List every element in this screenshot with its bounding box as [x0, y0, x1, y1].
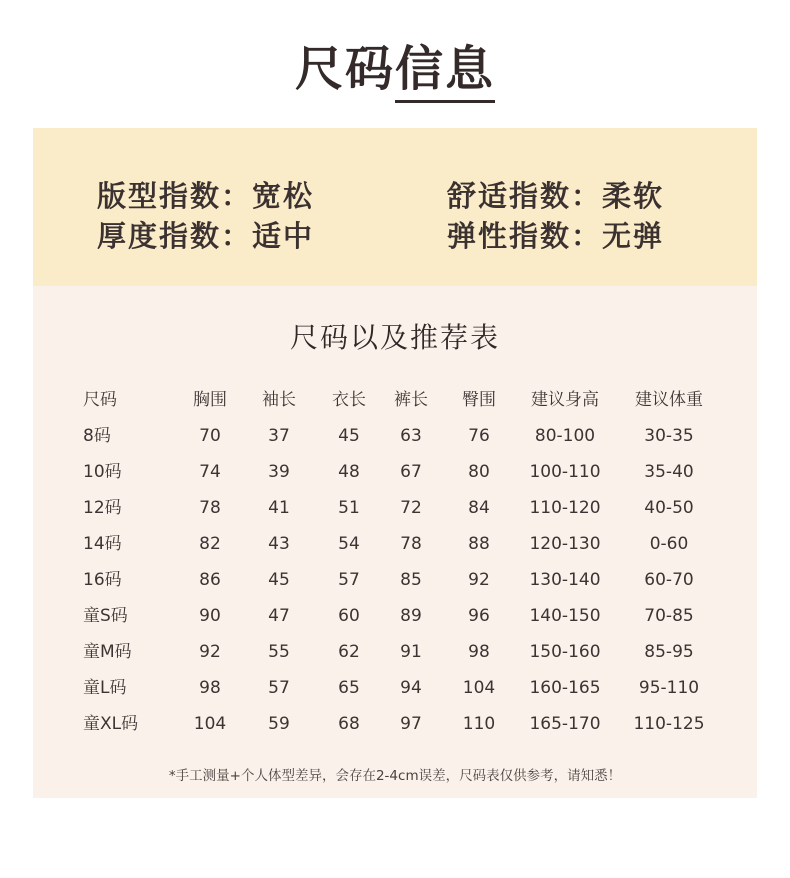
table-cell: 150-160	[529, 642, 601, 662]
table-cell: 59	[268, 714, 290, 734]
size-table-panel	[33, 286, 757, 798]
table-cell: 80-100	[534, 426, 596, 446]
header-cell: 尺码	[83, 390, 117, 410]
header-cell: 臀围	[462, 390, 496, 410]
table-cell: 68	[338, 714, 360, 734]
table-cell: 10码	[83, 462, 122, 482]
table-row	[33, 634, 757, 670]
table-row	[33, 418, 757, 454]
table-cell: 45	[268, 570, 290, 590]
table-cell: 39	[268, 462, 290, 482]
table-cell: 57	[338, 570, 360, 590]
table-cell: 95-110	[638, 678, 700, 698]
table-cell: 35-40	[644, 462, 694, 482]
table-cell: 55	[268, 642, 290, 662]
table-cell: 110	[462, 714, 496, 734]
header-cell: 裤长	[394, 390, 428, 410]
table-cell: 67	[400, 462, 422, 482]
table-cell: 84	[468, 498, 490, 518]
table-cell: 85	[400, 570, 422, 590]
table-cell: 30-35	[644, 426, 694, 446]
table-cell: 16码	[83, 570, 122, 590]
header-cell: 胸围	[193, 390, 227, 410]
table-cell: 90	[199, 606, 221, 626]
table-cell: 65	[338, 678, 360, 698]
table-cell: 104	[462, 678, 496, 698]
table-row	[33, 526, 757, 562]
table-cell: 60-70	[644, 570, 694, 590]
table-cell: 94	[400, 678, 422, 698]
page-title	[0, 40, 790, 103]
table-cell: 57	[268, 678, 290, 698]
table-cell: 40-50	[644, 498, 694, 518]
table-cell: 0-60	[649, 534, 689, 554]
header-cell: 建议身高	[531, 390, 599, 410]
table-cell: 110-125	[633, 714, 705, 734]
table-cell: 60	[338, 606, 360, 626]
table-cell: 88	[468, 534, 490, 554]
table-cell: 76	[468, 426, 490, 446]
table-row	[33, 454, 757, 490]
table-cell: 92	[199, 642, 221, 662]
table-cell: 82	[199, 534, 221, 554]
size-table-title: 尺码以及推荐表	[289, 321, 500, 354]
header-cell: 袖长	[262, 390, 296, 410]
table-cell: 98	[199, 678, 221, 698]
table-row	[33, 670, 757, 706]
table-cell: 62	[338, 642, 360, 662]
table-cell: 104	[193, 714, 227, 734]
table-cell: 14码	[83, 534, 122, 554]
table-row	[33, 598, 757, 634]
header-cell: 建议体重	[635, 390, 703, 410]
table-cell: 160-165	[529, 678, 601, 698]
table-cell: 78	[400, 534, 422, 554]
table-cell: 12码	[83, 498, 122, 518]
table-cell: 120-130	[529, 534, 601, 554]
fit-index-panel	[33, 128, 757, 286]
table-cell: 80	[468, 462, 490, 482]
table-cell: 70	[199, 426, 221, 446]
table-cell: 8码	[83, 426, 111, 446]
table-cell: 98	[468, 642, 490, 662]
title-part-1: 尺码	[294, 41, 395, 97]
table-cell: 43	[268, 534, 290, 554]
table-cell: 童S码	[83, 606, 128, 626]
thickness-index: 厚度指数：适中	[97, 219, 315, 253]
table-cell: 41	[268, 498, 290, 518]
table-cell: 47	[268, 606, 290, 626]
table-row	[33, 490, 757, 526]
table-cell: 85-95	[644, 642, 694, 662]
table-header-row	[33, 382, 757, 418]
table-cell: 54	[338, 534, 360, 554]
table-cell: 100-110	[529, 462, 601, 482]
header-cell: 衣长	[332, 390, 366, 410]
table-cell: 89	[400, 606, 422, 626]
table-cell: 童L码	[83, 678, 127, 698]
table-cell: 37	[268, 426, 290, 446]
table-cell: 63	[400, 426, 422, 446]
title-part-2-underlined: 信息	[395, 40, 495, 103]
table-row	[33, 562, 757, 598]
table-cell: 110-120	[529, 498, 601, 518]
table-cell: 45	[338, 426, 360, 446]
table-cell: 130-140	[529, 570, 601, 590]
measurement-note: *手工测量+个人体型差异，会存在2-4cm误差，尺码表仅供参考，请知悉！	[168, 768, 622, 784]
table-cell: 86	[199, 570, 221, 590]
table-cell: 51	[338, 498, 360, 518]
table-cell: 140-150	[529, 606, 601, 626]
table-cell: 70-85	[644, 606, 694, 626]
table-cell: 72	[400, 498, 422, 518]
table-cell: 74	[199, 462, 221, 482]
table-cell: 96	[468, 606, 490, 626]
table-cell: 97	[400, 714, 422, 734]
fit-index: 版型指数：宽松	[97, 179, 315, 213]
elasticity-index: 弹性指数：无弹	[447, 219, 665, 253]
table-cell: 童M码	[83, 642, 132, 662]
table-row	[33, 706, 757, 742]
table-cell: 91	[400, 642, 422, 662]
comfort-index: 舒适指数：柔软	[447, 179, 665, 213]
table-cell: 165-170	[529, 714, 601, 734]
table-cell: 78	[199, 498, 221, 518]
table-cell: 童XL码	[83, 714, 139, 734]
table-cell: 92	[468, 570, 490, 590]
table-cell: 48	[338, 462, 360, 482]
